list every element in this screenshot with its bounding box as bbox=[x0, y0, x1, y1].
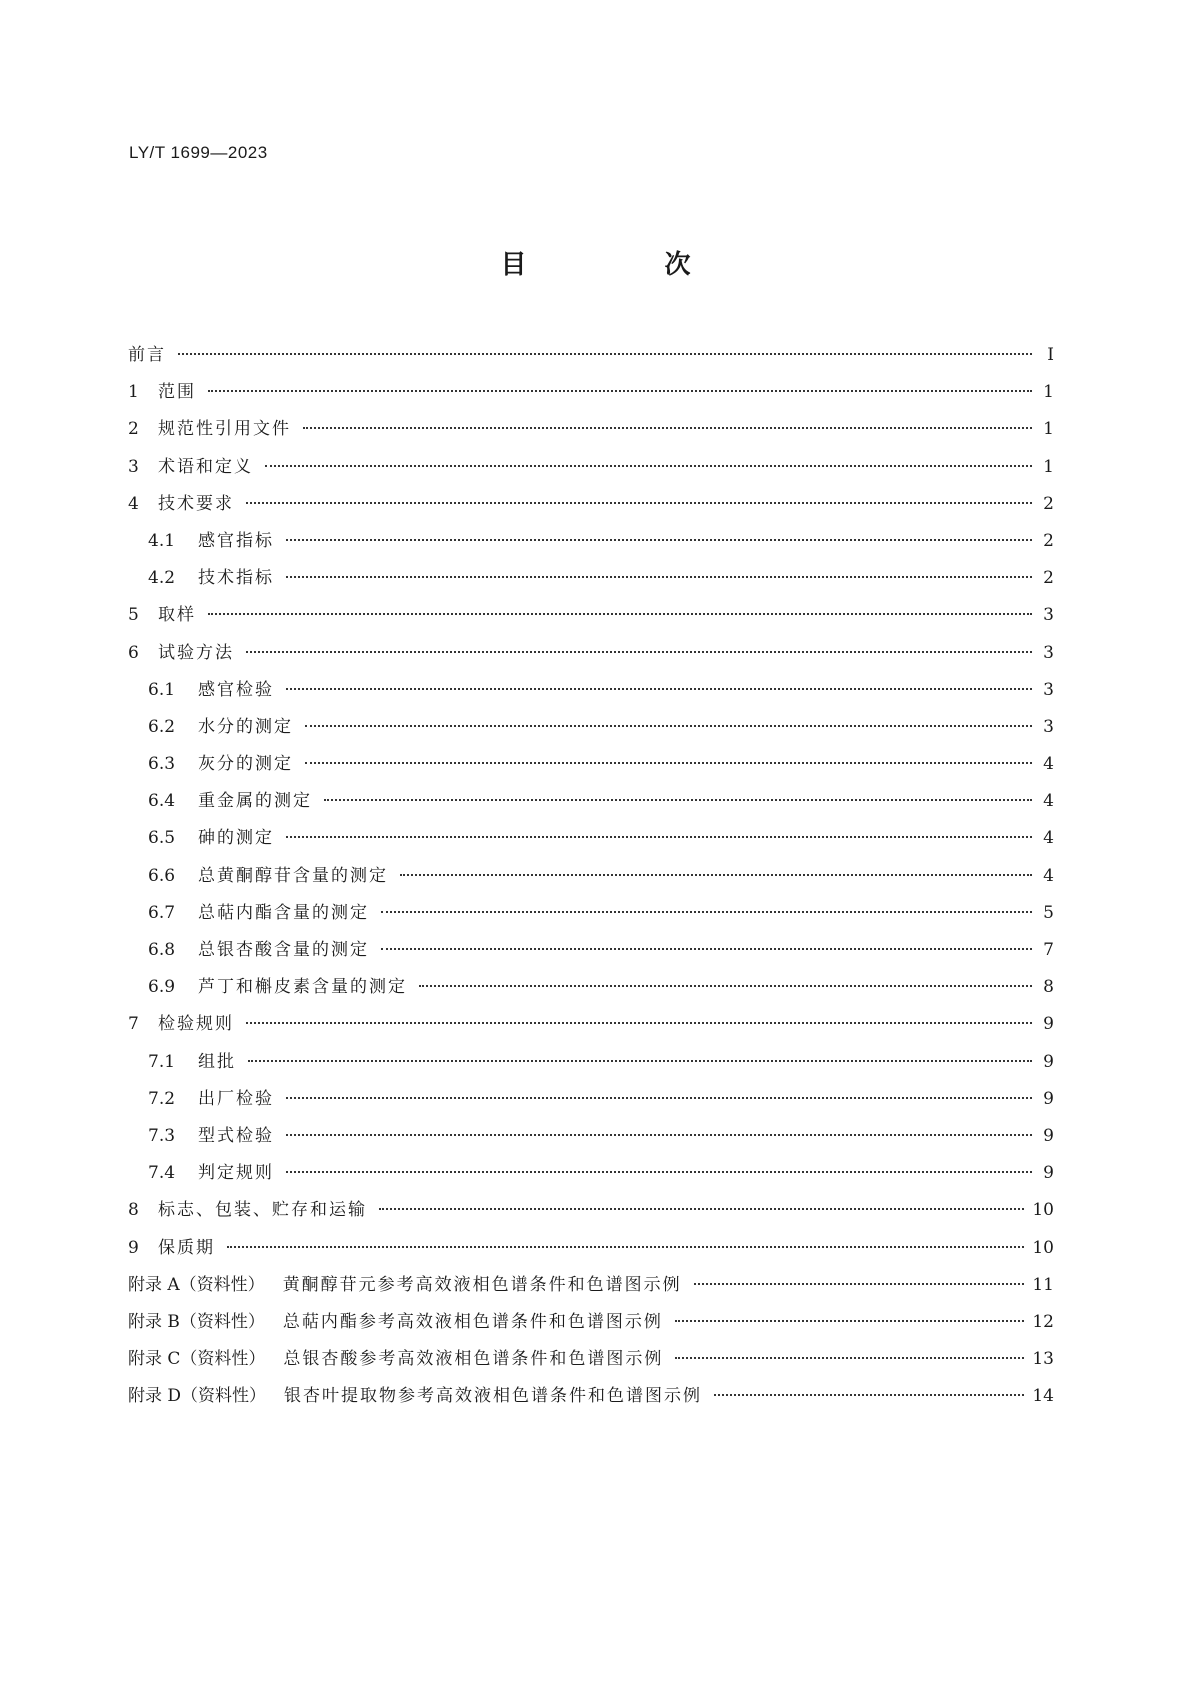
dot-leader bbox=[265, 465, 1032, 467]
dot-leader bbox=[246, 1022, 1032, 1024]
toc-entry[interactable] bbox=[128, 1344, 1054, 1381]
dot-leader bbox=[246, 502, 1032, 504]
dot-leader bbox=[305, 762, 1032, 764]
toc-entry[interactable] bbox=[128, 1158, 1054, 1195]
toc-entry-page: 3 bbox=[1043, 679, 1054, 700]
toc-entry[interactable] bbox=[128, 935, 1054, 972]
toc-entry-page: 10 bbox=[1032, 1237, 1054, 1258]
toc-entry-page: 9 bbox=[1043, 1051, 1054, 1072]
dot-leader bbox=[381, 948, 1032, 950]
toc-entry[interactable] bbox=[128, 1121, 1054, 1158]
toc-entry-number: 7.1 bbox=[148, 1051, 176, 1072]
toc-entry-page: 2 bbox=[1043, 568, 1054, 589]
toc-entry[interactable] bbox=[128, 600, 1054, 637]
toc-entry[interactable] bbox=[128, 340, 1054, 377]
toc-entry[interactable] bbox=[128, 638, 1054, 675]
dot-leader bbox=[178, 353, 1032, 355]
toc-entry[interactable] bbox=[128, 1270, 1054, 1307]
toc-entry-page: 14 bbox=[1032, 1386, 1054, 1407]
toc-entry-number: 7.3 bbox=[148, 1125, 176, 1146]
toc-entry-label: 黄酮醇苷元参考高效液相色谱条件和色谱图示例 bbox=[282, 1274, 682, 1295]
toc-entry-label: 砷的测定 bbox=[198, 828, 274, 849]
toc-entry-label: 总黄酮醇苷含量的测定 bbox=[198, 865, 388, 886]
toc-entry-page: 13 bbox=[1032, 1349, 1054, 1370]
toc-entry-number: 附录 A（资料性） bbox=[128, 1274, 265, 1295]
toc-entry-number: 5 bbox=[128, 605, 139, 626]
toc-entry-page: 5 bbox=[1043, 902, 1054, 923]
toc-entry-page: 3 bbox=[1043, 605, 1054, 626]
toc-entry-label: 银杏叶提取物参考高效液相色谱条件和色谱图示例 bbox=[284, 1386, 703, 1407]
toc-entry-label: 前言 bbox=[128, 345, 166, 365]
dot-leader bbox=[305, 725, 1032, 727]
toc-entry-label: 芦丁和槲皮素含量的测定 bbox=[198, 977, 407, 998]
toc-entry-number: 附录 D（资料性） bbox=[128, 1386, 267, 1407]
dot-leader bbox=[675, 1320, 1024, 1322]
toc-entry-number: 附录 B（资料性） bbox=[128, 1311, 265, 1332]
toc-entry-page: 12 bbox=[1032, 1311, 1054, 1332]
toc-entry[interactable] bbox=[128, 712, 1054, 749]
toc-entry-number: 6.6 bbox=[148, 865, 176, 886]
toc-entry-label: 总萜内酯含量的测定 bbox=[198, 902, 369, 923]
toc-entry[interactable] bbox=[128, 377, 1054, 414]
toc-entry-number: 6.8 bbox=[148, 940, 176, 960]
toc-entry-number: 6.9 bbox=[148, 977, 176, 998]
toc-entry-number: 2 bbox=[128, 419, 139, 440]
toc-entry[interactable] bbox=[128, 786, 1054, 823]
toc-entry-page: 9 bbox=[1043, 1088, 1054, 1109]
toc-entry-page: 8 bbox=[1043, 977, 1054, 998]
toc-entry[interactable] bbox=[128, 675, 1054, 712]
dot-leader bbox=[381, 911, 1032, 913]
toc-entry-label: 出厂检验 bbox=[198, 1088, 274, 1109]
toc-entry-page: 4 bbox=[1043, 828, 1054, 849]
toc-entry-number: 7.2 bbox=[148, 1088, 176, 1109]
toc-entry-label: 组批 bbox=[198, 1051, 236, 1072]
dot-leader bbox=[286, 1097, 1032, 1099]
dot-leader bbox=[208, 613, 1032, 615]
toc-entry-page: 11 bbox=[1032, 1274, 1054, 1295]
toc-entry-number: 6.3 bbox=[148, 754, 176, 775]
toc-entry-number: 8 bbox=[128, 1200, 139, 1221]
dot-leader bbox=[694, 1283, 1025, 1285]
toc-entry-page: 4 bbox=[1043, 791, 1054, 812]
dot-leader bbox=[286, 1171, 1032, 1173]
toc-entry-label: 型式检验 bbox=[198, 1125, 274, 1146]
toc-entry[interactable] bbox=[128, 1009, 1054, 1046]
toc-entry-label: 规范性引用文件 bbox=[158, 419, 291, 440]
toc-entry-label: 重金属的测定 bbox=[198, 791, 312, 812]
toc-entry-label: 感官检验 bbox=[198, 679, 274, 700]
toc-entry-page: 1 bbox=[1043, 456, 1054, 477]
toc-entry[interactable] bbox=[128, 1381, 1054, 1418]
toc-entry-page: 4 bbox=[1043, 865, 1054, 886]
toc-entry[interactable] bbox=[128, 749, 1054, 786]
dot-leader bbox=[303, 427, 1032, 429]
toc-entry-label: 取样 bbox=[158, 605, 196, 626]
toc-entry-page: Ⅰ bbox=[1047, 345, 1054, 365]
toc-entry-number: 3 bbox=[128, 456, 139, 477]
toc-entry-page: 1 bbox=[1043, 382, 1054, 403]
toc-entry-page: 2 bbox=[1043, 530, 1054, 551]
toc-entry-label: 判定规则 bbox=[198, 1163, 274, 1184]
toc-title: 目 次 bbox=[500, 250, 747, 280]
toc-entry[interactable] bbox=[128, 823, 1054, 860]
toc-entry-number: 附录 C（资料性） bbox=[128, 1349, 266, 1370]
dot-leader bbox=[208, 390, 1032, 392]
toc-entry-label: 技术指标 bbox=[198, 568, 274, 589]
toc-entry-label: 标志、包装、贮存和运输 bbox=[158, 1200, 367, 1221]
dot-leader bbox=[227, 1246, 1024, 1248]
toc-entry[interactable] bbox=[128, 898, 1054, 935]
toc-entry-label: 检验规则 bbox=[158, 1014, 234, 1035]
toc-entry-number: 6.4 bbox=[148, 791, 176, 812]
document-code: LY/T 1699—2023 bbox=[129, 143, 268, 162]
toc-entry[interactable] bbox=[128, 1195, 1054, 1232]
toc-entry-page: 9 bbox=[1043, 1163, 1054, 1184]
dot-leader bbox=[286, 539, 1032, 541]
toc-entry-label: 水分的测定 bbox=[198, 716, 293, 737]
toc-entry-number: 1 bbox=[128, 382, 139, 403]
toc-entry-label: 试验方法 bbox=[158, 642, 234, 663]
dot-leader bbox=[675, 1357, 1024, 1359]
dot-leader bbox=[400, 874, 1032, 876]
toc-entry[interactable] bbox=[128, 452, 1054, 489]
toc-entry[interactable] bbox=[128, 1233, 1054, 1270]
toc-entry-number: 6.5 bbox=[148, 828, 176, 849]
dot-leader bbox=[246, 651, 1032, 653]
toc-entry-page: 2 bbox=[1043, 493, 1054, 514]
toc-entry-label: 灰分的测定 bbox=[198, 754, 293, 775]
toc-entry-page: 7 bbox=[1043, 940, 1054, 960]
toc-entry-label: 技术要求 bbox=[158, 493, 234, 514]
toc-entry-page: 9 bbox=[1043, 1014, 1054, 1035]
toc-entry-page: 3 bbox=[1043, 716, 1054, 737]
toc-entry[interactable] bbox=[128, 414, 1054, 451]
dot-leader bbox=[379, 1208, 1024, 1210]
toc-entry-page: 9 bbox=[1043, 1125, 1054, 1146]
toc-entry[interactable] bbox=[128, 526, 1054, 563]
toc-entry-number: 6 bbox=[128, 642, 139, 663]
toc-entry[interactable] bbox=[128, 563, 1054, 600]
toc-entry-page: 10 bbox=[1032, 1200, 1054, 1221]
toc-entry-number: 9 bbox=[128, 1237, 139, 1258]
dot-leader bbox=[248, 1060, 1032, 1062]
dot-leader bbox=[714, 1394, 1024, 1396]
toc-entry-label: 术语和定义 bbox=[158, 456, 253, 477]
toc-entry[interactable] bbox=[128, 1307, 1054, 1344]
dot-leader bbox=[286, 836, 1032, 838]
dot-leader bbox=[286, 576, 1032, 578]
toc-entry[interactable] bbox=[128, 1084, 1054, 1121]
toc-entry-label: 保质期 bbox=[158, 1237, 215, 1258]
dot-leader bbox=[419, 985, 1032, 987]
toc-entry-number: 6.7 bbox=[148, 902, 176, 923]
toc-entry-label: 范围 bbox=[158, 382, 196, 403]
toc-entry-number: 7 bbox=[128, 1014, 139, 1035]
toc-entry-number: 4.2 bbox=[148, 568, 176, 589]
table-of-contents bbox=[128, 340, 1054, 1418]
toc-entry-label: 总银杏酸含量的测定 bbox=[198, 940, 369, 960]
toc-entry-number: 4 bbox=[128, 493, 139, 514]
toc-entry[interactable] bbox=[128, 489, 1054, 526]
toc-entry-number: 6.2 bbox=[148, 716, 176, 737]
toc-entry-label: 总银杏酸参考高效液相色谱条件和色谱图示例 bbox=[283, 1349, 664, 1370]
toc-entry[interactable] bbox=[128, 861, 1054, 898]
dot-leader bbox=[286, 688, 1032, 690]
dot-leader bbox=[324, 799, 1032, 801]
toc-entry-number: 7.4 bbox=[148, 1163, 176, 1184]
toc-entry[interactable] bbox=[128, 972, 1054, 1009]
toc-entry-label: 感官指标 bbox=[198, 530, 274, 551]
toc-entry-label: 总萜内酯参考高效液相色谱条件和色谱图示例 bbox=[282, 1311, 663, 1332]
toc-entry-number: 6.1 bbox=[148, 679, 176, 700]
toc-entry-page: 3 bbox=[1043, 642, 1054, 663]
toc-entry[interactable] bbox=[128, 1047, 1054, 1084]
toc-entry-page: 1 bbox=[1043, 419, 1054, 440]
toc-entry-page: 4 bbox=[1043, 754, 1054, 775]
dot-leader bbox=[286, 1134, 1032, 1136]
toc-entry-number: 4.1 bbox=[148, 530, 176, 551]
